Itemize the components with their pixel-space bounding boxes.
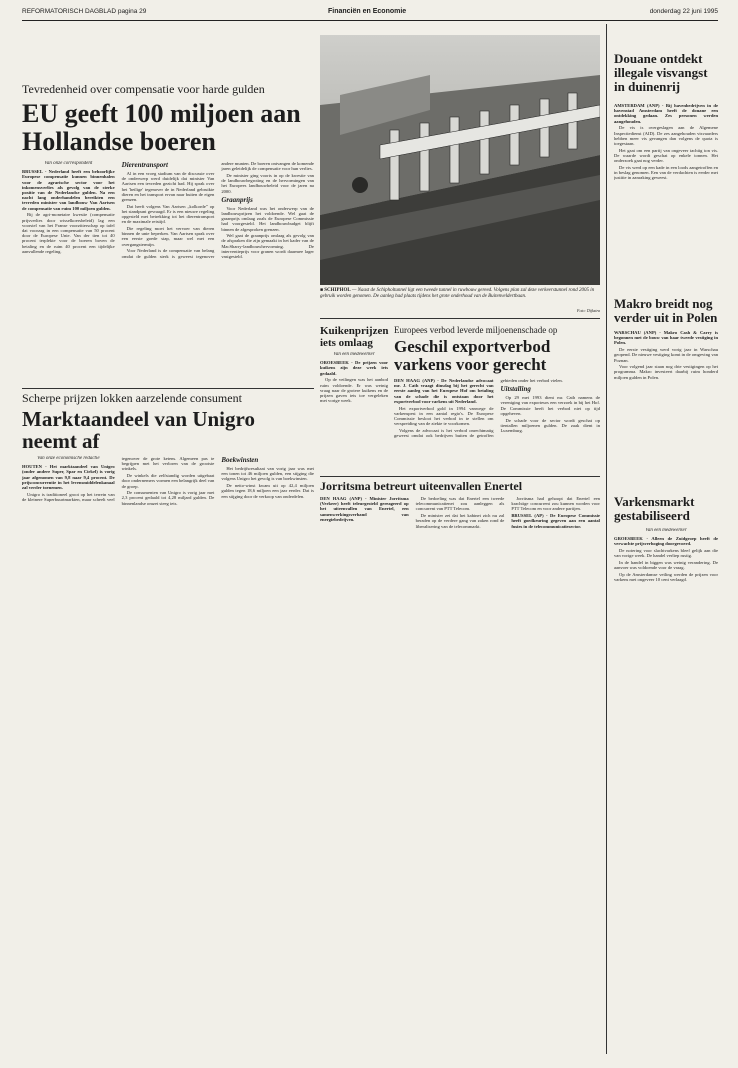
varkens-lead: DEN HAAG (ANP) - De Nederlandse advocaat mr. J. Cath vraagt dinsdag bij het gerecht van eerste aanleg van het Europese Hof om betaling van de schade die is ontstaan door het exportverbod voor varkens uit Nederland.: [394, 378, 494, 404]
eu-paragraph: Die regeling moet het vervoer van dieren binnen de unie beperken. Van Aartsen sprak over een eerste goede stap, maar wel met een overgangstermijn.: [121, 226, 215, 247]
schiphol-photo: [320, 35, 600, 285]
eu-subhead: Dierentransport: [121, 161, 168, 169]
varkensmarkt-body: [614, 528, 718, 778]
varkensmarkt-paragraph: De notering voor slachtvarkens bleef gelijk aan die van vorige week. De handel verliep rustig.: [614, 548, 718, 559]
masthead-date: donderdag 22 juni 1995: [649, 8, 718, 15]
jorritsma-paragraph: BRUSSEL (AP) - De Europese Commissie heeft goedkeuring gegeven aan een aantal fusies in de telecommunicatiesector.: [511, 513, 600, 529]
marktaandeel-body: [22, 456, 314, 604]
marktaandeel-byline: Van onze economische redactie: [37, 456, 100, 461]
varkens-paragraph: Volgens de advocaat is het verbod onrechtmatig geweest omdat ook bedrijven buiten de getroffen gebieden onder het verbod vielen.: [394, 378, 563, 439]
jorritsma-body: [320, 496, 600, 616]
kuiken-lead: OROESBEEK - De prijzen voor kuikens zijn deze week iets gedaald.: [320, 360, 388, 376]
masthead-section: Financiën en Economie: [328, 8, 407, 15]
eu-lead: BRUSSEL - Nederland heeft een behoorlijke Europese compensatie kunnen binnenhalen voor de agrarische sector voor het inkomensverlies als gevolg van de sterke positie van de Nederlandse gulden. Na een nacht lang onderhandelen bereikten een tevreden minister van landbouw Van Aartsen de compensatie van ruim 100 miljoen gulden.: [22, 169, 115, 211]
eu-subhead: Graanprijs: [221, 195, 253, 204]
makro-paragraph: Voor volgend jaar staan nog drie vestigingen op het programma. Makro investeert daarbij ruim honderd miljoen gulden in Polen.: [614, 364, 718, 380]
marktaandeel-paragraph: De winkels die zelfstandig worden uitgebaat door ondernemers vormen een belangrijk deel van de groep.: [121, 473, 215, 489]
eu-paragraph: Voor Nederland was het onderwerp van de landbouwprijzen het voldoende. Wel gaat de graanprijs omlaag zoals de Europese Commissie had voorgesteld. Het landbouwbudget blijft binnen de afgesproken grenzen.: [221, 205, 314, 232]
eu-paragraph: Dat heeft volgens Van Aartsen „kolkorde” op het standpunt gevraagd. Er is een nieuwe regeling opgesteld met betrekking tot het dierentransport en de maximale reistijd.: [121, 203, 215, 225]
eu-body: [22, 161, 314, 385]
section-rule: [320, 318, 600, 319]
eu-paragraph: Wel gaat de graanprijs omlaag als gevolg van de afspraken die zijn gemaakt in het kader van de MacSharry-landbouwhervorming. De interventieprijs voor granen wordt daarmee lager vastgesteld.: [221, 233, 314, 260]
column-divider: [606, 24, 607, 1054]
section-rule: [22, 388, 314, 389]
douane-lead: AMSTERDAM (ANP) - Bij havenbedrijven in de havenstad Amsterdam heeft de douane een ontdekking gedaan. Zes personen werden aangehouden.: [614, 103, 718, 124]
douane-paragraph: De vis is overgeslagen aan de Algemene Inspectiedienst (AID). De zes aangehouden visvaarders hebben meer vis gevangen dan volgens de quota is toegestaan.: [614, 125, 718, 146]
douane-headline: Douane ontdekt illegale visvangst in duinenrij: [614, 51, 708, 94]
makro-paragraph: De eerste vestiging werd vorig jaar in Warschau geopend. De nieuwe vestiging komt in de omgeving van Poznan.: [614, 347, 718, 363]
eu-headline: EU geeft 100 miljoen aan Hollandse boeren: [22, 99, 301, 156]
varkensmarkt-lead: GROESBEEK - Alleen de Zuidgroep heeft de verwachte prijsverhoging doorgevoerd.: [614, 536, 718, 547]
varkensmarkt-byline: Van een medewerker: [645, 528, 687, 533]
douane-body: [614, 103, 718, 263]
varkens-paragraph: De schade voor de sector wordt geschat op tientallen miljoenen gulden. De zaak dient in Luxemburg.: [500, 417, 600, 433]
jorritsma-paragraph: De bedoeling was dat Enertel een tweede telecommunicatienet zou aanleggen als concurrent van PTT Telecom.: [415, 496, 505, 512]
makro-body: [614, 330, 718, 470]
marktaandeel-lead: HOUTEN - Het marktaandeel van Unigro (onder andere Super, Spar en Cirkel) is vorig jaar afgenomen van 9,8 naar 9,4 procent. De prijsconcurrentie in het levensmiddelenkanaal zal verder toenemen.: [22, 464, 115, 491]
eu-paragraph: Al in een vroeg stadium van de discussie over de onderwerp werd duidelijk dat minister Van Aartsen een tevreden gezicht had. Hij sprak over het 'heilige' tegenover de in Nederland gebruikte dieren en het transport ervan naar buiten de eigen grenzen.: [121, 171, 215, 203]
jorritsma-lead: DEN HAAG (ANP) - Minister Jorritsma (Verkeer) heeft teleurgesteld gereageerd op het uiteenvallen van Enertel, een samenwerkingsverband van energiebedrijven.: [320, 496, 409, 522]
varkens-kicker: Europees verbod leverde miljoenenschade op: [394, 325, 558, 335]
varkens-headline: Geschil exportverbod varkens voor gerecht: [394, 337, 551, 374]
jorritsma-headline: Jorritsma betreurt uiteenvallen Enertel: [320, 479, 523, 493]
makro-headline: Makro breidt nog verder uit in Polen: [614, 296, 718, 325]
eu-paragraph: Bij de agri-monetaire kwestie (compensatie prijsverlies door wisselkoersbeleid) lag een voorstel van het Franse voorzitterschap op tafel dat voorzag in een compensatie van 50 procent door de Europese Unie. Van der tien tot 40 procent terplekte voor de boeren boven de betaling en de ruim 40 procent een tijdelijke aanvullende regeling.: [22, 212, 115, 254]
kuiken-body: [320, 352, 388, 422]
schiphol-credit: Foto: Dijkstra: [577, 308, 600, 313]
tunnel-construction-image: [320, 35, 600, 285]
section-rule: [320, 476, 600, 477]
varkens-subhead: Uitstalling: [500, 385, 531, 394]
marktaandeel-subhead: Boekwinsten: [221, 456, 259, 464]
marktaandeel-headline: Marktaandeel van Unigro neemt af: [22, 407, 255, 453]
varkensmarkt-paragraph: Op de Amsterdamse veiling werden de prijzen voor varkens met ongeveer 10 cent verlaagd.: [614, 571, 718, 583]
varkensmarkt-headline: Varkensmarkt gestabiliseerd: [614, 494, 695, 523]
schiphol-caption: ■ SCHIPHOL — Naast de Schipholtunnel ligt een tweede tunnel in ruwbouw gereed. Volgens plan zal deze verkeerstunnel rond 2005 in gebruik worden genomen. De aanleg had plaats tijdens het grote onderhoud van de Buitenveldertbaan.: [320, 288, 595, 299]
douane-paragraph: Het gaat om een partij van ongeveer tachtig ton vis. De waarde wordt geschat op enkele tonnen. Het onderzoek gaat nog verder.: [614, 147, 718, 164]
eu-byline: Van onze correspondent: [44, 161, 93, 166]
eu-paragraph: Voor Nederland is de compensatie van belang omdat de gulden sterk is geweest tegenover andere munten. De boeren ontvangen de komende jaren geleidelijk de compensatie voor hun verlies.: [121, 161, 314, 259]
jorritsma-paragraph: De minister zei dat het kabinet zich nu zal beraden op de verdere gang van zaken rond de liberalisering van de telecommarkt.: [415, 513, 505, 529]
eu-kicker: Tevredenheid over compensatie voor harde gulden: [22, 82, 265, 96]
masthead-paper: REFORMATORISCH DAGBLAD pagina 29: [22, 8, 147, 15]
schiphol-caption-label: SCHIPHOL: [324, 288, 351, 293]
kuiken-byline: Van een medewerker: [333, 352, 375, 357]
varkensmarkt-paragraph: In de handel in biggen was weinig verandering. De aanvoer was voldoende voor de vraag.: [614, 560, 718, 571]
marktaandeel-paragraph: De netto-winst kwam uit op 42,4 miljoen gulden tegen 18,6 miljoen een jaar eerder. Dat is een stijging door de verkoop van onderdelen.: [221, 483, 314, 499]
varkens-paragraph: Het exportverbod gold in 1994 vanwege de varkenspest in een aantal regio's. De Europese Commissie besloot het verbod in te stellen om verspreiding van de ziekte te voorkomen.: [394, 405, 494, 427]
varkens-body: [394, 378, 600, 470]
masthead: [22, 6, 718, 21]
marktaandeel-paragraph: De consumenten van Unigro is vorig jaar met 2,3 procent gedaald tot 4,28 miljard gulden. De binnenlandse omzet steeg iets.: [121, 490, 215, 506]
marktaandeel-kicker: Scherpe prijzen lokken aarzelende consument: [22, 391, 242, 405]
marktaandeel-paragraph: Het bedrijfsresultaat van vorig jaar was met een tonen tot 46 miljoen gulden, een stijging die volgens Unigro het gevolg is van boekwinsten.: [221, 466, 314, 482]
spacer: [206, 614, 326, 624]
schiphol-caption-text: Naast de Schipholtunnel ligt een tweede tunnel in ruwbouw gereed. Volgens plan zal deze verkeerstunnel rond 2005 in gebruik worden genomen. De aanleg had plaats tijdens het grote onderhoud van de Buitenveldertbaan.: [320, 288, 595, 299]
marktaandeel-paragraph: Unigro is traditioneel groot op het terrein van de kleinere Superbuurtmarkten, maar scheelt veel tegenover de grote ketens. Algemeen pas te begrijpen met het verloren van de grootste winkels.: [22, 456, 215, 502]
jorritsma-paragraph: Jorritsma had gehoopt dat Enertel een krachtige concurrent zou kunnen worden voor PTT Telecom en voor andere partijen.: [511, 496, 600, 512]
douane-paragraph: De vis werd op een kade in een loods aangetroffen en in beslag genomen. Een van de verdachten is eerder met justitie in aanraking geweest.: [614, 164, 718, 181]
kuiken-paragraph: Op de veilingen was het aanbod ruim voldoende. Er was weinig vraag naar de grotere kuikens en de prijzen gaven iets toe vergeleken met vorige week.: [320, 377, 388, 404]
eu-paragraph: De minister ging voorts in op de kwestie van de landbouwbegroting en de hervormingen van het Europees landbouwbeleid voor de jaren na 2000.: [221, 172, 314, 194]
varkens-paragraph: Op 29 mei 1993 dient mr. Cath namens de vereniging van exporteurs een verzoek in bij het Hof. De Commissie heeft het verbod niet op tijd opgeheven.: [500, 395, 600, 416]
kuiken-headline: Kuikenprijzen iets omlaag: [320, 325, 389, 349]
makro-lead: WARSCHAU (ANP) - Makro Cash & Carry is begonnen met de bouw van haar tweede vestiging in Polen.: [614, 330, 718, 346]
